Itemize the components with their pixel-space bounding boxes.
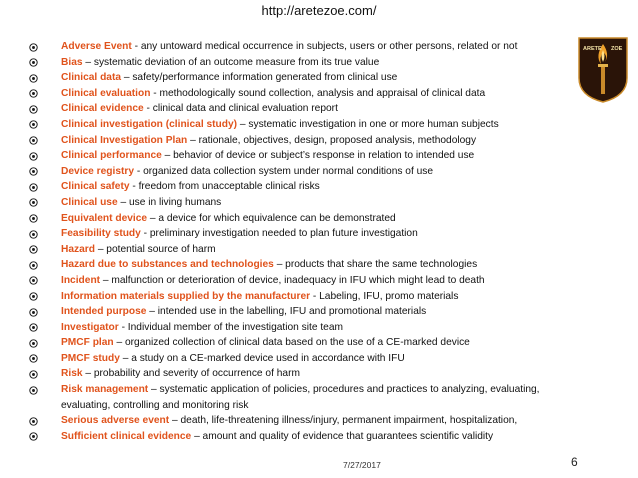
list-item [29,101,589,117]
term-label: Clinical use [61,196,118,208]
circled-dot-bullet-icon [29,89,38,98]
term-label: Hazard due to substances and technologies [61,259,274,271]
term-label: Risk [61,368,83,380]
circled-dot-bullet-icon [29,261,38,270]
term-definition: – systematic investigation in one or more human subjects [237,118,499,130]
list-item [29,366,589,382]
footer-date: 7/27/2017 [343,460,381,470]
circled-dot-bullet-icon [29,214,38,223]
logo-left-word: ARETE [583,46,602,52]
term-definition: – rationale, objectives, design, proposed analysis, methodology [187,134,477,146]
circled-dot-bullet-icon [29,152,38,161]
term-definition: – death, life-threatening illness/injury, permanent impairment, hospitalization, [169,415,518,427]
page-number: 6 [571,455,578,469]
term-label: Device registry [61,165,135,177]
term-definition: - Labeling, IFU, promo materials [310,290,459,302]
term-label: Equivalent device [61,212,148,224]
term-definition: - organized data collection system under normal conditions of use [134,165,434,177]
term-definition: - freedom from unacceptable clinical risks [129,181,320,193]
term-definition: - methodologically sound collection, analysis and appraisal of clinical data [150,87,486,99]
term-label: Clinical data [61,72,122,84]
circled-dot-bullet-icon [29,417,38,426]
circled-dot-bullet-icon [29,354,38,363]
term-label: PMCF plan [61,337,114,349]
circled-dot-bullet-icon [29,323,38,332]
term-definition: – behavior of device or subject’s response in relation to intended use [161,150,475,162]
term-definition: – a study on a CE-marked device used in accordance with IFU [119,352,405,364]
list-item [29,320,589,336]
header-url: http://aretezoe.com/ [261,3,377,18]
list-item [29,273,589,289]
list-item [29,289,589,305]
list-item [29,39,589,55]
term-definition: - preliminary investigation needed to plan future investigation [140,228,418,240]
list-item [29,335,589,351]
circled-dot-bullet-icon [29,386,38,395]
term-definition: – organized collection of clinical data based on the use of a CE-marked device [113,337,470,349]
term-definition: – amount and quality of evidence that guarantees scientific validity [191,430,494,442]
list-item [29,86,589,102]
term-label: Clinical evaluation [61,87,151,99]
list-item [29,164,589,180]
term-label: Serious adverse event [61,415,170,427]
list-item [29,429,589,445]
circled-dot-bullet-icon [29,230,38,239]
list-item [29,179,589,195]
term-label: PMCF study [61,352,120,364]
term-definition: – malfunction or deterioration of device, inadequacy in IFU which might lead to death [100,274,485,286]
term-label: Bias [61,56,83,68]
circled-dot-bullet-icon [29,43,38,52]
list-item [29,413,589,429]
term-label: Feasibility study [61,228,141,240]
logo-right-word: ZOE [611,46,623,52]
circled-dot-bullet-icon [29,183,38,192]
term-definition: - clinical data and clinical evaluation report [143,103,338,115]
term-definition: - Individual member of the investigation site team [118,321,343,333]
circled-dot-bullet-icon [29,339,38,348]
circled-dot-bullet-icon [29,167,38,176]
list-item [29,351,589,367]
term-label: Clinical performance [61,150,162,162]
circled-dot-bullet-icon [29,432,38,441]
term-label: Intended purpose [61,306,147,318]
term-label: Clinical Investigation Plan [61,134,188,146]
term-definition: – products that share the same technologies [273,259,478,271]
list-item [29,133,589,149]
term-label: Information materials supplied by the manufacturer [61,290,311,302]
circled-dot-bullet-icon [29,308,38,317]
term-label: Hazard [61,243,95,255]
list-item [29,148,589,164]
circled-dot-bullet-icon [29,120,38,129]
term-definition: – intended use in the labelling, IFU and promotional materials [146,306,427,318]
list-item [29,195,589,211]
term-definition: - any untoward medical occurrence in subjects, users or other persons, related or not [131,41,518,52]
term-label: Investigator [61,321,119,333]
term-definition: – safety/performance information generated from clinical use [121,72,398,84]
term-label: Sufficient clinical evidence [61,430,192,442]
circled-dot-bullet-icon [29,245,38,254]
term-label: Clinical safety [61,181,130,193]
circled-dot-bullet-icon [29,198,38,207]
term-label: Risk management [61,384,149,396]
term-definition: – probability and severity of occurrence of harm [82,368,300,380]
term-definition: – a device for which equivalence can be demonstrated [147,212,396,224]
term-label: Clinical investigation (clinical study) [61,118,238,130]
list-item [29,70,589,86]
list-item [29,55,589,71]
list-item [29,304,589,320]
circled-dot-bullet-icon [29,105,38,114]
term-definition: – use in living humans [117,196,222,208]
circled-dot-bullet-icon [29,74,38,83]
circled-dot-bullet-icon [29,58,38,67]
term-definition: – systematic deviation of an outcome measure from its true value [82,56,380,68]
list-item [29,382,589,413]
list-item [29,117,589,133]
circled-dot-bullet-icon [29,276,38,285]
list-item [29,242,589,258]
list-item [29,211,589,227]
circled-dot-bullet-icon [29,370,38,379]
term-label: Incident [61,274,101,286]
circled-dot-bullet-icon [29,136,38,145]
definitions-list [29,39,589,444]
list-item [29,257,589,273]
circled-dot-bullet-icon [29,292,38,301]
term-label: Clinical evidence [61,103,144,115]
term-definition: – potential source of harm [94,243,216,255]
term-definition: – systematic application of policies, procedures and practices to analyzing, evaluating, evaluating, controlling and monitoring risk [61,384,540,411]
list-item [29,226,589,242]
term-label: Adverse Event [61,41,132,52]
